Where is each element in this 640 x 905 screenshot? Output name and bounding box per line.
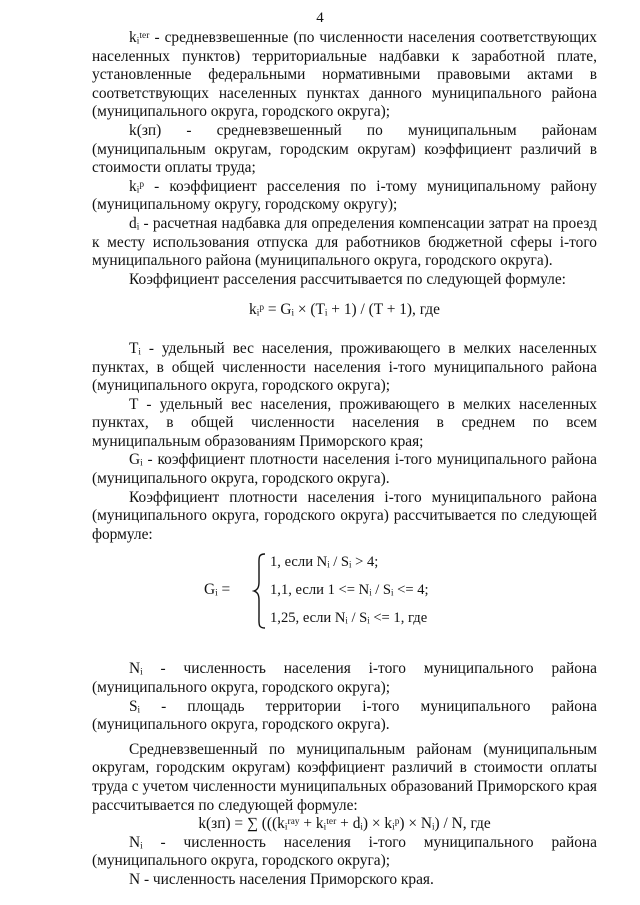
paragraph-n: N - численность населения Приморского края. xyxy=(129,870,434,888)
text-g-i: - коэффициент плотности населения i-того муниципального района (муниципального округа, городского округа). xyxy=(92,451,597,488)
symbol-t-i: Tᵢ xyxy=(129,339,141,357)
text-k-p: - коэффициент расселения по i-тому муниципальному району (муниципальному округу, городскому округу); xyxy=(92,177,597,214)
text-n-i: - численность населения i-того муниципального района (муниципального округа, городского округа); xyxy=(92,660,597,697)
symbol-g-i: Gᵢ xyxy=(129,451,143,469)
symbol-t: T xyxy=(129,395,139,413)
formula-g-piecewise xyxy=(92,552,597,630)
text-t-i: - удельный вес населения, проживающего в мелких населенных пунктах, в общей численности населения i-того муниципального района (муниципального округа, городского округа); xyxy=(92,339,597,395)
symbol-n-i-2: Nᵢ xyxy=(129,833,143,851)
symbol-s-i: Sᵢ xyxy=(129,697,141,715)
text-k-zp: - средневзвешенный по муниципальным районам (муниципальным округам, городским округам) коэффициент различий в стоимости оплаты труда; xyxy=(92,121,597,177)
text-k-ter: - средневзвешенные (по численности населения соответствующих населенных пунктов) территориальные надбавки к заработной плате, установленные федеральными нормативными правовыми актами в соответствующих населенных пунктах данного муниципального района (муниципального округа, городского округа); xyxy=(92,29,597,121)
formula-g-case-1: 1, если Nᵢ / Sᵢ > 4; xyxy=(270,554,379,571)
page-number: 4 xyxy=(316,10,324,26)
paragraph-d xyxy=(92,215,597,271)
text-s-i: - площадь территории i-того муниципального района (муниципального округа, городского округа). xyxy=(92,697,597,734)
paragraph-k-zp xyxy=(92,122,597,178)
paragraph-intro-kp: Коэффициент расселения рассчитывается по следующей формуле: xyxy=(129,270,566,288)
text-d: - расчетная надбавка для определения компенсации затрат на проезд к месту использования отпуска для работников бюджетной сферы i-того муниципального района (муниципального округа, городского округа). xyxy=(92,214,597,270)
formula-g-lhs: Gᵢ = xyxy=(204,581,231,599)
paragraph-t-i xyxy=(92,340,597,396)
paragraph-t xyxy=(92,396,597,452)
paragraph-k-p xyxy=(92,178,597,215)
symbol-k-ter: kᵢᵗᵉʳ xyxy=(129,29,150,46)
formula-kzp: k(зп) = ∑ (((kᵢʳᵃʸ + kᵢᵗᵉʳ + dᵢ) × kᵢᵖ) × Nᵢ) / N, где xyxy=(198,815,491,833)
symbol-k-zp: k(зп) xyxy=(129,121,162,139)
formula-g-case-3: 1,25, если Nᵢ / Sᵢ <= 1, где xyxy=(270,610,428,627)
text-n-i-2: - численность населения i-того муниципального района (муниципального округа, городского округа); xyxy=(92,833,597,870)
formula-g-case-2: 1,1, если 1 <= Nᵢ / Sᵢ <= 4; xyxy=(270,582,429,599)
paragraph-intro-g: Коэффициент плотности населения i-того муниципального района (муниципального округа, городского округа) рассчитывается по следующей формуле: xyxy=(92,488,597,543)
paragraph-g-i xyxy=(92,451,597,488)
document-body xyxy=(92,29,597,890)
curly-brace-icon xyxy=(252,552,268,630)
formula-kp: kᵢᵖ = Gᵢ × (Tᵢ + 1) / (T + 1), где xyxy=(249,301,440,319)
paragraph-intro-kzp: Средневзвешенный по муниципальным районам (муниципальным округам, городским округам) коэффициент различий в стоимости оплаты труда с учетом численности муниципальных образований Приморского края рассчитывается по следующей формуле: xyxy=(92,740,597,814)
symbol-d: dᵢ xyxy=(129,214,140,232)
paragraph-k-ter xyxy=(92,29,597,122)
text-t: - удельный вес населения, проживающего в мелких населенных пунктах, в общей численности населения в среднем по всем муниципальным образованиям Приморского края; xyxy=(92,395,597,450)
paragraph-s-i xyxy=(92,698,597,735)
symbol-n-i: Nᵢ xyxy=(129,660,143,678)
paragraph-n-i xyxy=(92,660,597,697)
symbol-k-p: kᵢᵖ xyxy=(129,177,144,195)
paragraph-n-i-2 xyxy=(92,834,597,871)
